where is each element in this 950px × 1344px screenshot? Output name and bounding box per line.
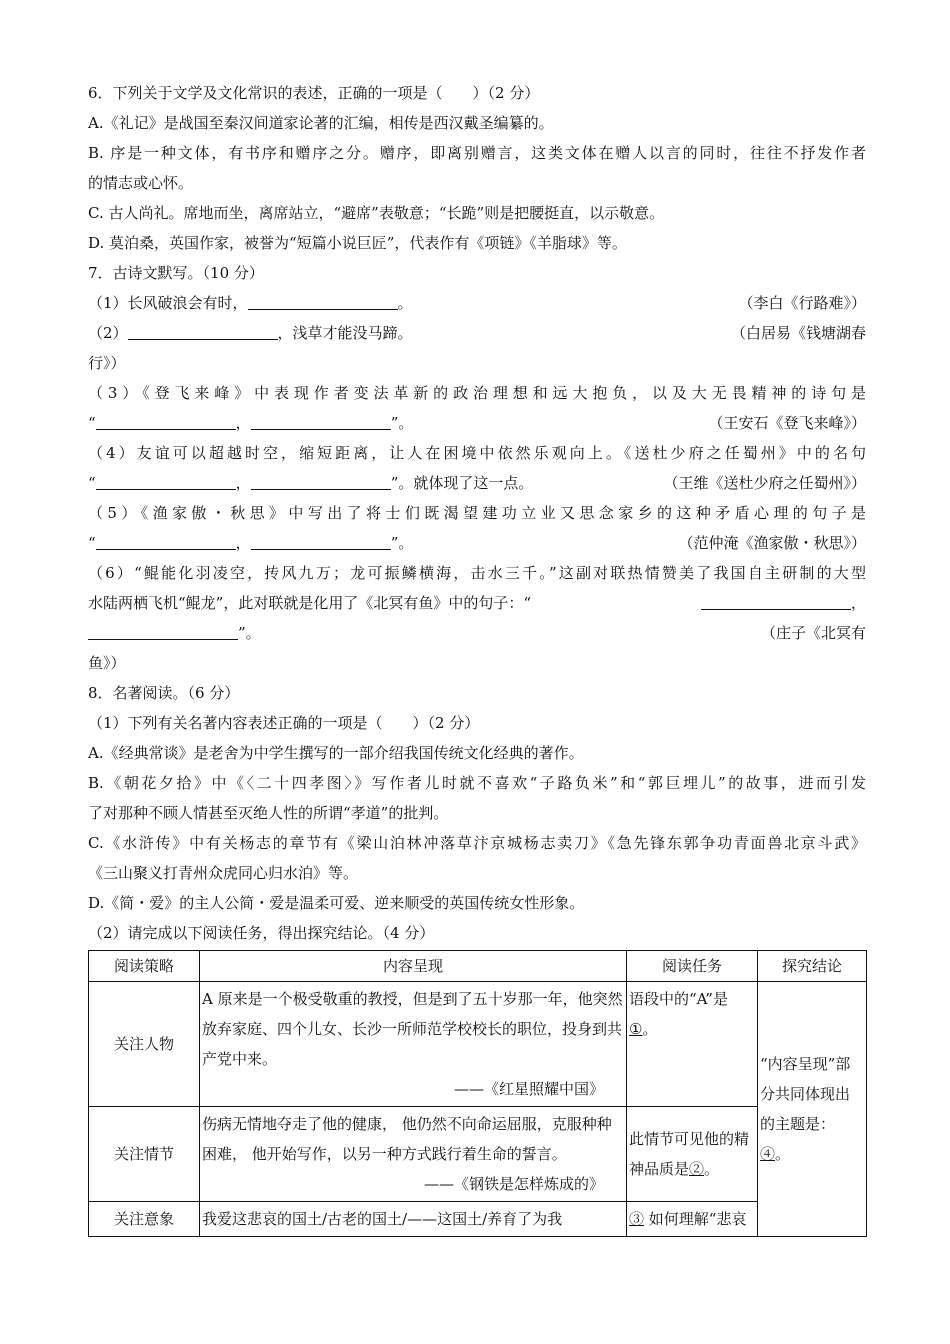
q7-item-2-source: （白居易《钱塘湖春 (730, 324, 866, 342)
q7-item-3-source: （王安石《登飞来峰》） (708, 414, 866, 432)
answer-blank[interactable]: ③ (629, 1210, 645, 1228)
q7-item-5-line1: （5）《渔家傲・秋思》中写出了将士们既渴望建功立业又思念家乡的这种矛盾心理的句子是 (88, 504, 866, 522)
q8-option-c-line1: C.《水浒传》中有关杨志的章节有《梁山泊林冲落草汴京城杨志卖刀》《急先锋东郭争功青面兽北京斗武》 (88, 834, 866, 852)
q7-stem: 7．古诗文默写。（10 分） (88, 264, 264, 282)
table-header-row (89, 951, 867, 982)
table-header: 阅读任务 (627, 951, 758, 982)
table-header: 探究结论 (758, 951, 867, 982)
q8-option-b-line1: B.《朝花夕拾》中《〈二十四孝图〉》写作者儿时就不喜欢“子路负米”和“郭巨埋儿”的故事，进而引发 (88, 774, 866, 792)
content-cell: 我爱这悲哀的国土/古老的国土/——这国土/养育了为我 (200, 1202, 627, 1237)
q7-item-2: （2） ，浅草才能没马蹄。 （白居易《钱塘湖春 (88, 318, 866, 348)
q6-option-b-line2: 的情志或心怀。 (88, 174, 194, 192)
q7-item-6-line1: （6）“鲲能化羽凌空，抟风九万；龙可振鳞横海，击水三千。”这副对联热情赞美了我国自主研制的大型 (88, 564, 866, 582)
table-row (89, 1107, 867, 1202)
strategy-cell: 关注意象 (89, 1202, 200, 1237)
q7-item-6-line3: ”。 （庄子《北冥有 (88, 618, 866, 648)
table-header: 阅读策略 (89, 951, 200, 982)
q8-option-b-line2: 了对那种不顾人情甚至灭绝人性的所谓“孝道”的批判。 (88, 804, 449, 822)
q7-item-4-line1: （4）友谊可以超越时空，缩短距离，让人在困境中依然乐观向上。《送杜少府之任蜀州》中的名句 (88, 444, 866, 462)
task-cell: ③ 如何理解“悲哀 (627, 1202, 758, 1237)
content-cell: 伤病无情地夺走了他的健康， 他仍然不向命运屈服，克服种种困难， 他开始写作，以另一种方式践行着生命的誓言。 ——《钢铁是怎样炼成的》 (200, 1107, 627, 1202)
task-cell: 此情节可见他的精神品质是②。 (627, 1107, 758, 1202)
q6-option-d: D. 莫泊桑，英国作家，被誉为“短篇小说巨匠”，代表作有《项链》《羊脂球》等。 (88, 234, 627, 252)
conclusion-cell: “内容呈现”部分共同体现出的主题是：④。 (758, 982, 867, 1237)
answer-blank[interactable] (251, 471, 391, 490)
answer-blank[interactable] (251, 411, 391, 430)
answer-blank[interactable] (96, 411, 236, 430)
q8-stem: 8．名著阅读。（6 分） (88, 684, 240, 702)
q7-item-5-source: （范仲淹《渔家傲・秋思》） (678, 534, 866, 552)
q7-item-4-source: （王维《送杜少府之任蜀州》） (663, 474, 866, 492)
q8-option-c-line2: 《三山聚义打青州众虎同心归水泊》等。 (88, 864, 359, 882)
table-header: 内容呈现 (200, 951, 627, 982)
answer-blank[interactable]: ④ (760, 1145, 776, 1163)
answer-blank[interactable] (96, 531, 236, 550)
q8-option-a: A.《经典常谈》是老舍为中学生撰写的一部介绍我国传统文化经典的著作。 (88, 744, 584, 762)
answer-blank[interactable] (96, 471, 236, 490)
strategy-cell: 关注情节 (89, 1107, 200, 1202)
q7-item-3-line1: （3）《登飞来峰》中表现作者变法革新的政治理想和远大抱负，以及大无畏精神的诗句是 (88, 384, 866, 402)
answer-blank[interactable] (128, 321, 278, 340)
content-source: ——《钢铁是怎样炼成的》 (423, 1175, 604, 1193)
task-cell: 语段中的“A”是 ①。 (627, 982, 758, 1107)
q7-item-2-source-cont: 行》） (88, 354, 126, 372)
table-row (89, 982, 867, 1107)
q6-option-b-line1: B. 序是一种文体，有书序和赠序之分。赠序，即离别赠言，这类文体在赠人以言的同时，往往不抒发作者 (88, 144, 866, 162)
q7-item-4-line2: “ ， ”。就体现了这一点。 （王维《送杜少府之任蜀州》） (88, 468, 866, 498)
answer-blank[interactable] (248, 291, 398, 310)
q7-item-6-source-cont: 鱼》） (88, 654, 126, 672)
q7-item-6-line2: 水陆两栖飞机“鲲龙”，此对联就是化用了《北冥有鱼》中的句子：“ ， (88, 588, 866, 618)
answer-blank[interactable] (88, 621, 238, 640)
exam-page (88, 78, 866, 1237)
answer-blank[interactable] (251, 531, 391, 550)
q8-option-d: D.《简・爱》的主人公简・爱是温柔可爱、逆来顺受的英国传统女性形象。 (88, 894, 585, 912)
answer-blank[interactable]: ② (689, 1160, 705, 1178)
q6-option-c: C. 古人尚礼。席地而坐，离席站立，“避席”表敬意；“长跪”则是把腰挺直，以示敬意。 (88, 204, 665, 222)
answer-blank[interactable]: ① (629, 1020, 643, 1038)
content-cell: A 原来是一个极受敬重的教授，但是到了五十岁那一年，他突然放弃家庭、四个儿女、长沙一所师范学校校长的职位，投身到共产党中来。 ——《红星照耀中国》 (200, 982, 627, 1107)
strategy-cell: 关注人物 (89, 982, 200, 1107)
q7-item-1-source: （李白《行路难》） (738, 294, 866, 312)
content-source: ——《红星照耀中国》 (453, 1080, 604, 1098)
q7-item-3-line2: “ ， ”。 （王安石《登飞来峰》） (88, 408, 866, 438)
q7-item-1: （1）长风破浪会有时， 。 （李白《行路难》） (88, 288, 866, 318)
q7-item-6-source: （庄子《北冥有 (760, 624, 866, 642)
reading-task-table (88, 950, 867, 1237)
q6-option-a: A.《礼记》是战国至秦汉间道家论著的汇编，相传是西汉戴圣编纂的。 (88, 114, 554, 132)
table-row (89, 1202, 867, 1237)
q8-sub2-stem: （2）请完成以下阅读任务，得出探究结论。（4 分） (88, 924, 435, 942)
answer-blank[interactable] (701, 591, 851, 610)
q6-stem: 6．下列关于文学及文化常识的表述，正确的一项是（ ）（2 分） (88, 84, 540, 102)
q7-item-5-line2: “ ， ”。 （范仲淹《渔家傲・秋思》） (88, 528, 866, 558)
q8-sub1-stem: （1）下列有关名著内容表述正确的一项是（ ）（2 分） (88, 714, 480, 732)
